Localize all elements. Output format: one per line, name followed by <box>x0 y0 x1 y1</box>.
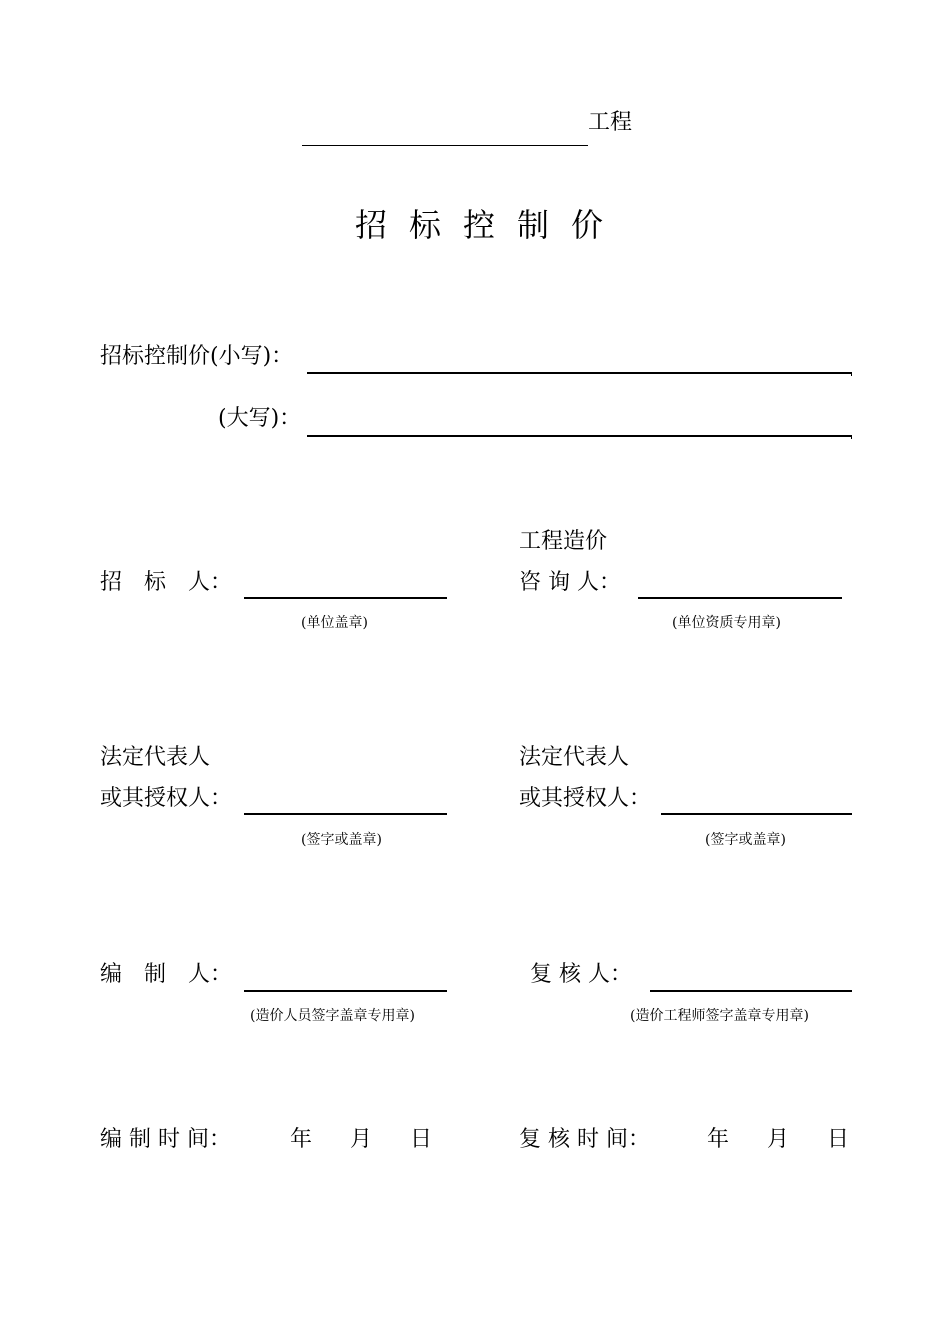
compile-year-label: 年 <box>290 1127 313 1152</box>
right-representative-line[interactable] <box>661 813 852 815</box>
lowercase-amount-label: 招标控制价(小写)： <box>100 344 294 369</box>
right-representative-line1: 法定代表人 <box>519 745 630 770</box>
review-year-label: 年 <box>707 1127 730 1152</box>
lowercase-amount-line-end <box>851 372 852 376</box>
left-representative-line1: 法定代表人 <box>100 745 211 770</box>
review-month-label: 月 <box>766 1127 789 1152</box>
left-representative-line2: 或其授权人： <box>100 786 233 811</box>
reviewer-note: (造价工程师签字盖章专用章) <box>630 1008 809 1024</box>
uppercase-amount-line-end <box>851 435 852 439</box>
compile-day-label: 日 <box>409 1127 432 1152</box>
compile-month-label: 月 <box>349 1127 372 1152</box>
lowercase-amount-line[interactable] <box>307 372 852 374</box>
page-title: 招标控制价 <box>355 206 626 244</box>
consultant-line[interactable] <box>638 597 842 599</box>
reviewer-label: 复 核 人： <box>530 962 632 987</box>
right-representative-note: (签字或盖章) <box>705 832 786 848</box>
review-time-label: 复 核 时 间： <box>519 1127 650 1152</box>
consultant-label: 咨 询 人： <box>519 570 621 595</box>
consultant-label-line1: 工程造价 <box>519 529 608 554</box>
compiler-note: (造价人员签字盖章专用章) <box>250 1008 415 1024</box>
left-representative-line[interactable] <box>244 813 447 815</box>
project-suffix: 工程 <box>588 110 633 135</box>
review-date-fields[interactable] <box>707 1127 849 1153</box>
project-name-line[interactable] <box>302 145 588 146</box>
tenderer-label: 招 标 人： <box>100 570 233 595</box>
compile-date-fields[interactable] <box>290 1127 432 1153</box>
tenderer-line[interactable] <box>244 597 447 599</box>
left-representative-note: (签字或盖章) <box>301 832 382 848</box>
reviewer-line[interactable] <box>650 990 852 992</box>
uppercase-amount-label: (大写)： <box>218 406 302 431</box>
review-day-label: 日 <box>826 1127 849 1152</box>
compiler-label: 编 制 人： <box>100 962 233 987</box>
compile-time-label: 编 制 时 间： <box>100 1127 231 1152</box>
consultant-note: (单位资质专用章) <box>672 615 781 631</box>
tenderer-note: (单位盖章) <box>301 615 368 631</box>
uppercase-amount-line[interactable] <box>307 435 852 437</box>
compiler-line[interactable] <box>244 990 447 992</box>
right-representative-line2: 或其授权人： <box>519 786 652 811</box>
